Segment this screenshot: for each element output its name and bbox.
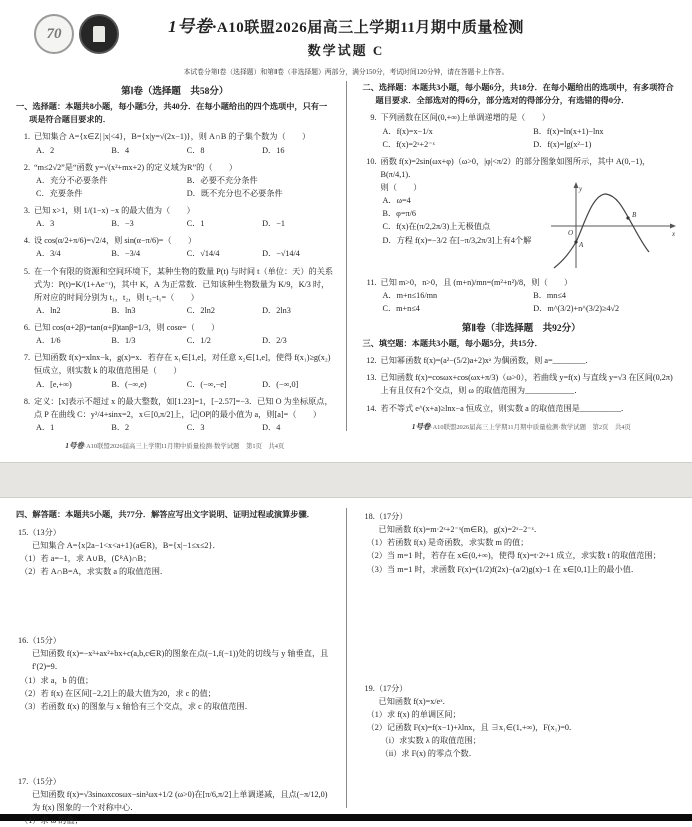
point-b-label: B — [632, 211, 637, 219]
page-1-column — [0, 81, 346, 431]
question-subitem: （2）若 A∩B=A，求实数 a 的取值范围． — [20, 565, 334, 578]
point-a-dot — [574, 241, 577, 244]
options-grid — [36, 334, 334, 347]
question-body — [34, 234, 334, 260]
anniversary-70-logo — [34, 14, 74, 54]
option: C．8 — [187, 144, 258, 157]
question — [16, 395, 334, 434]
footer-brand-mark: 1号卷 — [65, 441, 84, 450]
page-footer-text: ·A10联盟2026届高三上学期11月期中质量检测·数学试题 第1页 共4页 — [84, 443, 284, 450]
y-axis-label: y — [578, 185, 583, 193]
question-number: 5. — [16, 265, 30, 318]
option: C．f(x)在(π/2,2π/3)上无极值点 — [383, 220, 545, 233]
option: D．−1 — [262, 217, 333, 230]
y-axis-arrow-icon — [574, 182, 579, 188]
page-3-column — [0, 508, 346, 808]
question-header — [365, 682, 681, 695]
options-grid — [36, 378, 334, 391]
columns-bottom — [0, 508, 692, 808]
question-score: （17分） — [375, 684, 408, 693]
option: B．φ=π/6 — [383, 207, 545, 220]
page-4-column — [346, 508, 692, 808]
x-axis-label: x — [671, 230, 676, 238]
sine-graph-figure — [548, 180, 680, 272]
option: D．方程 f(x)=−3/2 在[−π/3,2π/3]上有4个解 — [383, 234, 545, 247]
option: B．必要不充分条件 — [187, 174, 334, 187]
question — [16, 234, 334, 260]
exam-header — [0, 12, 692, 76]
question — [16, 351, 334, 390]
question-text: 已知 m>0，n>0，且 (m+n)/mn=(m²+n²)/8，则（ ） — [381, 276, 681, 289]
option: C．(−∞,−e] — [187, 378, 258, 391]
exam-title-text: A10联盟2026届高三上学期11月期中质量检测 — [217, 20, 524, 36]
options-grid — [36, 144, 334, 157]
option: A．[e,+∞) — [36, 378, 107, 391]
option: A．3/4 — [36, 247, 107, 260]
option: D．m^(3/2)+n^(3/2)≥4√2 — [533, 302, 680, 315]
option: B．f(x)=ln(x+1)−lnx — [533, 125, 680, 138]
option: B．mn≤4 — [533, 289, 680, 302]
option: B．−3/4 — [111, 247, 182, 260]
question-text: 已知幂函数 f(x)=(a²−(5/2)a+2)xᵃ 为偶函数，则 a=________． — [381, 354, 681, 367]
page-footer-text: ·A10联盟2026届高三上学期11月期中质量检测·数学试题 第2页 共4页 — [430, 424, 630, 431]
option: A．2 — [36, 144, 107, 157]
option: D．2/3 — [262, 334, 333, 347]
question-number: 16. — [18, 636, 28, 645]
question-text: “m≤2√2”是“函数 y=√(x²+mx+2) 的定义域为R”的（ ） — [34, 161, 334, 174]
exam-subtitle: 数学试题 C — [0, 40, 692, 59]
question-body — [381, 371, 681, 397]
question-body — [34, 321, 334, 347]
question-subitem: （3）当 m=1 时，求函数 F(x)=(1/2)f(2x)−(a/2)g(x)−1 在 x∈[0,1]上的最小值． — [367, 563, 681, 576]
question — [16, 634, 334, 713]
question-number: 11. — [363, 276, 377, 315]
question — [363, 402, 681, 415]
page-footer — [363, 417, 681, 434]
question — [363, 682, 681, 761]
question-body — [34, 161, 334, 200]
option: C．√14/4 — [187, 247, 258, 260]
question — [363, 276, 681, 315]
question-header — [18, 634, 334, 647]
option: A．ln2 — [36, 304, 107, 317]
question — [363, 155, 681, 272]
question-text: 函数 f(x)=2sin(ωx+φ)（ω>0，|φ|<π/2）的部分图象如图所示，其中 A(0,−1)，B(π/4,1)． — [381, 155, 681, 181]
section-heading: 第Ⅰ卷（选择题 共58分） — [16, 83, 334, 97]
option: D．4 — [262, 421, 333, 434]
question-subitem: （2）记函数 F(x)=f(x−1)+λlnx，且 ∃x₁∈(1,+∞)，F(x₁)=0． — [367, 721, 681, 734]
options-grid — [383, 289, 681, 315]
question — [16, 265, 334, 318]
question-subitem: （3）若函数 f(x) 的图象与 x 轴恰有三个交点，求 c 的取值范围． — [20, 700, 334, 713]
option: D．16 — [262, 144, 333, 157]
question-subitem: （1）若函数 f(x) 是奇函数，求实数 m 的值； — [367, 536, 681, 549]
option: B．1/3 — [111, 334, 182, 347]
footer-brand-mark: 1号卷 — [412, 422, 431, 431]
question — [16, 775, 334, 827]
question-header — [18, 526, 334, 539]
question-number: 12. — [363, 354, 377, 367]
page-2-column — [346, 81, 692, 431]
question-text: 在一个有限的资源和空间环境下，某种生物的数量 P(t) 与时间 t（单位：天）的关系式为：P(t)=K/(1+Ae⁻ᵗ)，其中 K，A 为正常数．已知该种生物数量为 K/9，K/3 时，所对应的时间分别为 t₁，t₂，则 t₂−t₁=（ ） — [34, 265, 334, 304]
option: B．−3 — [111, 217, 182, 230]
question-text: 已知函数 f(x)=√3sinωxcosωx−sin²ωx+1/2 (ω>0)在[π/6,π/2]上单调递减，且点(−π/12,0)为 f(x) 图象的一个对称中心． — [32, 788, 334, 814]
question-number: 3. — [16, 204, 30, 230]
question-number: 1. — [16, 130, 30, 156]
option: C．2ln2 — [187, 304, 258, 317]
answer-space — [363, 578, 681, 680]
question-subitem: （1）求 ω 的值； — [20, 814, 334, 827]
question-text: 已知 x>1，则 1/(1−x) −x 的最大值为（ ） — [34, 204, 334, 217]
question-number: 19. — [365, 684, 375, 693]
question-text: 若不等式 e^(x+a)≥lnx−a 恒成立，则实数 a 的取值范围是__________． — [381, 402, 681, 415]
question-body — [34, 351, 334, 390]
question-number: 8. — [16, 395, 30, 434]
exam-instructions-note: 本试卷分第Ⅰ卷（选择题）和第Ⅱ卷（非选择题）两部分，满分150分，考试时间120分钟，请在答题卡上作答。 — [0, 66, 692, 76]
question-body — [381, 155, 681, 272]
section-intro: 二、选择题：本题共3小题，每小题6分，共18分．在每小题给出的选项中，有多项符合题目要求．全部选对的得6分，部分选对的得部分分，有选错的得0分． — [363, 82, 681, 107]
option: D．(−∞,0] — [262, 378, 333, 391]
option: A．f(x)=x−1/x — [383, 125, 530, 138]
option: B．(−∞,e) — [111, 378, 182, 391]
page-footer — [16, 436, 334, 453]
options-grid — [36, 421, 334, 434]
option: D．既不充分也不必要条件 — [187, 187, 334, 200]
options-grid — [36, 217, 334, 230]
question-body — [381, 402, 681, 415]
point-b-dot — [626, 217, 629, 220]
question-body — [34, 395, 334, 434]
option: B．2 — [111, 421, 182, 434]
question-number: 2. — [16, 161, 30, 200]
option: C．f(x)=2ˣ+2⁻ˣ — [383, 138, 530, 151]
question-subitem: （ii）求 F(x) 的零点个数． — [381, 747, 681, 760]
logo-group — [34, 14, 119, 54]
section-heading: 第Ⅱ卷（非选择题 共92分） — [363, 320, 681, 334]
question-text: 已知函数 f(x)=x/eˣ． — [379, 695, 681, 708]
question-score: （15分） — [28, 636, 61, 645]
question-text: 已知函数 f(x)=cosωx+cos(ωx+π/3)（ω>0），若曲线 y=f(x) 与直线 y=√3 在区间(0,2π)上有且仅有2个交点，则 ω 的取值范围为____________． — [381, 371, 681, 397]
options-grid — [383, 125, 681, 151]
question-score: （15分） — [28, 777, 61, 786]
question-subitem: （1）求 a，b 的值； — [20, 674, 334, 687]
question-body — [34, 130, 334, 156]
sheet-pages-3-4 — [0, 498, 692, 814]
question-text: 下列函数在区间(0,+∞)上单调递增的是（ ） — [381, 111, 681, 124]
question-body — [381, 276, 681, 315]
question-text: 设 cos(α/2+π/6)=√2/4，则 sin(α−π/6)=（ ） — [34, 234, 334, 247]
option: A．1/6 — [36, 334, 107, 347]
question-number: 9. — [363, 111, 377, 150]
option: A．1 — [36, 421, 107, 434]
question — [363, 510, 681, 576]
section-intro: 四、解答题：本题共5小题，共77分．解答应写出文字说明、证明过程或演算步骤． — [16, 509, 334, 522]
question-number: 18. — [365, 512, 375, 521]
question-number: 13. — [363, 371, 377, 397]
question — [363, 111, 681, 150]
option: A．3 — [36, 217, 107, 230]
option: C．1 — [187, 217, 258, 230]
question-score: （17分） — [375, 512, 408, 521]
question — [16, 321, 334, 347]
options-grid — [36, 174, 334, 200]
option: C．1/2 — [187, 334, 258, 347]
section-intro: 一、选择题：本题共8小题，每小题5分，共40分．在每小题给出的四个选项中，只有一项是符合题目要求的． — [16, 101, 334, 126]
question-body — [381, 111, 681, 150]
question-subitem: （1）求 f(x) 的单调区间； — [367, 708, 681, 721]
option: C．m+n≤4 — [383, 302, 530, 315]
point-a-label: A — [578, 241, 584, 249]
question-with-figure — [381, 194, 681, 272]
option: D．−√14/4 — [262, 247, 333, 260]
question-text: 已知函数 f(x)=−x³+ax²+bx+c(a,b,c∈R)的图象在点(−1,f(−1))处的切线与 y 轴垂直，且 f′(2)=9． — [32, 647, 334, 673]
origin-label: O — [568, 229, 573, 237]
question — [16, 526, 334, 579]
question — [16, 130, 334, 156]
scan-gap-band — [0, 462, 692, 498]
question-text: 已知集合 A={x∈Z| |x|<4}，B={x|y=√(2x−1)}，则 A∩B 的子集个数为（ ） — [34, 130, 334, 143]
brand-mark: 1号卷· — [168, 17, 217, 36]
question-number: 7. — [16, 351, 30, 390]
question-number: 14. — [363, 402, 377, 415]
section-intro: 三、填空题：本题共3小题，每小题5分，共15分． — [363, 338, 681, 351]
question-number: 6. — [16, 321, 30, 347]
question-body — [34, 265, 334, 318]
x-axis-arrow-icon — [670, 224, 676, 229]
question-body — [381, 354, 681, 367]
school-emblem-icon — [93, 26, 105, 42]
option: D．f(x)=lg(x²−1) — [533, 138, 680, 151]
options-grid — [36, 304, 334, 317]
question-subitem: （2）当 m=1 时，若存在 x∈(0,+∞)，使得 f(x)=t·2ˣ+1 成立，求实数 t 的取值范围； — [367, 549, 681, 562]
option: A．ω=4 — [383, 194, 545, 207]
question — [16, 161, 334, 200]
question-header — [365, 510, 681, 523]
option: A．m+n≤16/mn — [383, 289, 530, 302]
question-subitem: （i）求实数 λ 的取值范围； — [381, 734, 681, 747]
question-subitem: （2）若 f(x) 在区间[−2,2]上的最大值为20，求 c 的值； — [20, 687, 334, 700]
question-header — [18, 775, 334, 788]
question-number: 17. — [18, 777, 28, 786]
question — [363, 371, 681, 397]
option: B．ln3 — [111, 304, 182, 317]
question-subitem: 则（ ） — [381, 181, 681, 194]
options-grid — [36, 247, 334, 260]
option: D．2ln3 — [262, 304, 333, 317]
question-subitem: （1）若 a=−1，求 A∪B，(∁ᴿA)∩B； — [20, 552, 334, 565]
columns-top — [0, 81, 692, 431]
school-emblem-logo — [79, 14, 119, 54]
question-text: 定义：[x]表示不超过 x 的最大整数，如[1.23]=1，[−2.57]=−3．已知 O 为坐标原点，点 P 在曲线 C：y²/4+sinx=2，x∈[0,π/2]上，记|OP|的最小值为 a，则[a]=（ ） — [34, 395, 334, 421]
question-text: 已知集合 A={x|2a−1<x<a+1}(a∈R)，B={x|−1≤x≤2}． — [32, 539, 334, 552]
option: A．充分不必要条件 — [36, 174, 183, 187]
question-text: 已知 cos(α+2β)=tan(α+β)tanβ=1/3，则 cosα=（ ） — [34, 321, 334, 334]
options-grid — [383, 194, 545, 247]
question-number: 10. — [363, 155, 377, 272]
question — [16, 204, 334, 230]
question-body — [34, 204, 334, 230]
question-number: 15. — [18, 528, 28, 537]
anniversary-70-text: 70 — [47, 26, 62, 43]
answer-space — [16, 715, 334, 773]
question-number: 4. — [16, 234, 30, 260]
question — [363, 354, 681, 367]
question-text: 已知函数 f(x)=m·2ˣ+2⁻ˣ(m∈R)，g(x)=2ˣ−2⁻ˣ． — [379, 523, 681, 536]
question-score: （13分） — [28, 528, 61, 537]
option: C．充要条件 — [36, 187, 183, 200]
option: B．4 — [111, 144, 182, 157]
question-text: 已知函数 f(x)=xlnx−k，g(x)=x．若存在 x₁∈[1,e]，对任意 x₂∈[1,e]，使得 f(x₁)≥g(x₂) 恒成立，则实数 k 的取值范围是（ ） — [34, 351, 334, 377]
option: C．3 — [187, 421, 258, 434]
answer-space — [16, 580, 334, 632]
